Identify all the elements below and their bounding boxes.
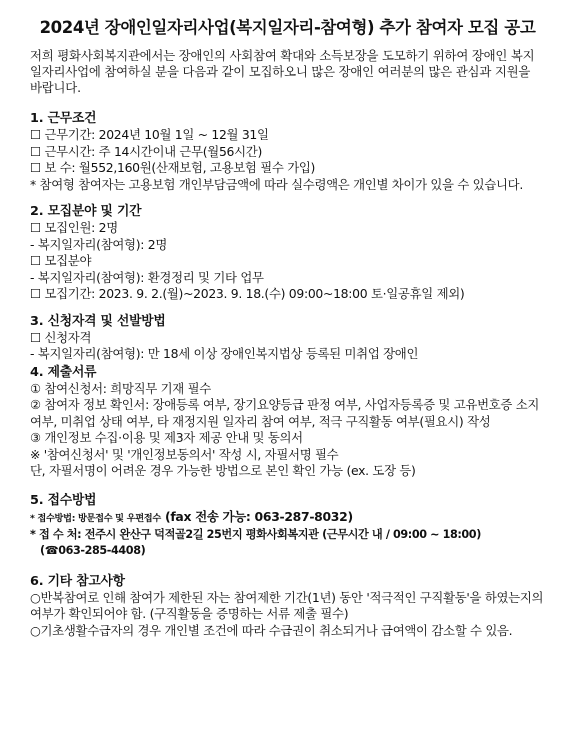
- section-heading: 2. 모집분야 및 기간: [30, 204, 142, 219]
- section-notes: [30, 573, 545, 640]
- document-item: ② 참여자 정보 확인서: 장애등록 여부, 장기요양등급 판정 여부, 사업자등록증 및 고유번호증 소지 여부, 미취업 상태 여부, 타 재정지원 일자리 참여 여부, 적극 구직활동 여부(필요시) 작성: [30, 397, 540, 429]
- recruit-count: ☐ 모집인원: 2명: [30, 220, 118, 235]
- salary-note: * 참여형 참여자는 고용보험 개인부담금액에 따라 실수령액은 개인별 차이가 있을 수 있습니다.: [30, 176, 523, 192]
- application-address: * 접 수 처: 전주시 완산구 덕적골2길 25번지 평화사회복지관 (근무시간 내 / 09:00 ~ 18:00): [30, 527, 481, 541]
- fax-info: (fax 전송 가능: 063-287-8032): [160, 508, 353, 524]
- section-application-method: [30, 492, 545, 559]
- section-eligibility: [30, 313, 545, 363]
- eligibility-detail: - 복지일자리(참여형): 만 18세 이상 장애인복지법상 등록된 미취업 장애인: [30, 346, 419, 361]
- section-heading: 1. 근무조건: [30, 111, 97, 126]
- work-hours: ☐ 근무시간: 주 14시간이내 근무(월56시간): [30, 143, 263, 159]
- phone-number: (☎063-285-4408): [40, 543, 146, 557]
- section-work-conditions: [30, 110, 545, 193]
- document-item: ③ 개인정보 수집·이용 및 제3자 제공 안내 및 동의서: [30, 430, 303, 445]
- application-method: [30, 509, 545, 527]
- recruit-field: ☐ 모집분야: [30, 253, 92, 268]
- intro-paragraph: 저희 평화사회복지관에서는 장애인의 사회참여 확대와 소득보장을 도모하기 위하여 장애인 복지일자리사업에 참여하실 분을 다음과 같이 모집하오니 많은 장애인 여러분의 많은 관심과 지원을 바랍니다.: [30, 48, 535, 95]
- method-label: * 접수방법: 방문접수 및 우편접수: [30, 512, 161, 524]
- salary: ☐ 보 수: 월552,160원(산재보험, 고용보험 필수 가입): [30, 160, 316, 175]
- eligibility-label: ☐ 신청자격: [30, 329, 92, 345]
- document-note: ※ '참여신청서' 및 '개인정보동의서' 작성 시, 자필서명 필수: [30, 446, 339, 462]
- page-title: 2024년 장애인일자리사업(복지일자리-참여형) 추가 참여자 모집 공고: [39, 18, 536, 37]
- note-item: ○반복참여로 인해 참여가 제한된 자는 참여제한 기간(1년) 동안 '적극적인 구직활동'을 하였는지의 여부가 확인되어야 함. (구직활동을 증명하는 서류 제출 필수): [30, 589, 544, 621]
- note-item: ○기초생활수급자의 경우 개인별 조건에 따라 수급권이 취소되거나 급여액이 감소할 수 있음.: [30, 622, 513, 638]
- section-recruitment-field: [30, 203, 545, 303]
- document-note: 단, 자필서명이 어려운 경우 가능한 방법으로 본인 확인 가능 (ex. 도장 등): [30, 463, 416, 478]
- recruit-period: ☐ 모집기간: 2023. 9. 2.(월)~2023. 9. 18.(수) 09:00~18:00 토·일공휴일 제외): [30, 286, 465, 301]
- section-documents: [30, 364, 545, 480]
- section-heading: 4. 제출서류: [30, 364, 97, 380]
- document-item: ① 참여신청서: 희망직무 기재 필수: [30, 380, 211, 396]
- section-heading: 3. 신청자격 및 선발방법: [30, 313, 166, 329]
- section-heading: 5. 접수방법: [30, 492, 97, 508]
- section-heading: 6. 기타 참고사항: [30, 573, 125, 589]
- recruit-count-detail: - 복지일자리(참여형): 2명: [30, 236, 167, 252]
- work-period: ☐ 근무기간: 2024년 10월 1일 ~ 12월 31일: [30, 127, 269, 142]
- recruit-field-detail: - 복지일자리(참여형): 환경정리 및 기타 업무: [30, 269, 264, 285]
